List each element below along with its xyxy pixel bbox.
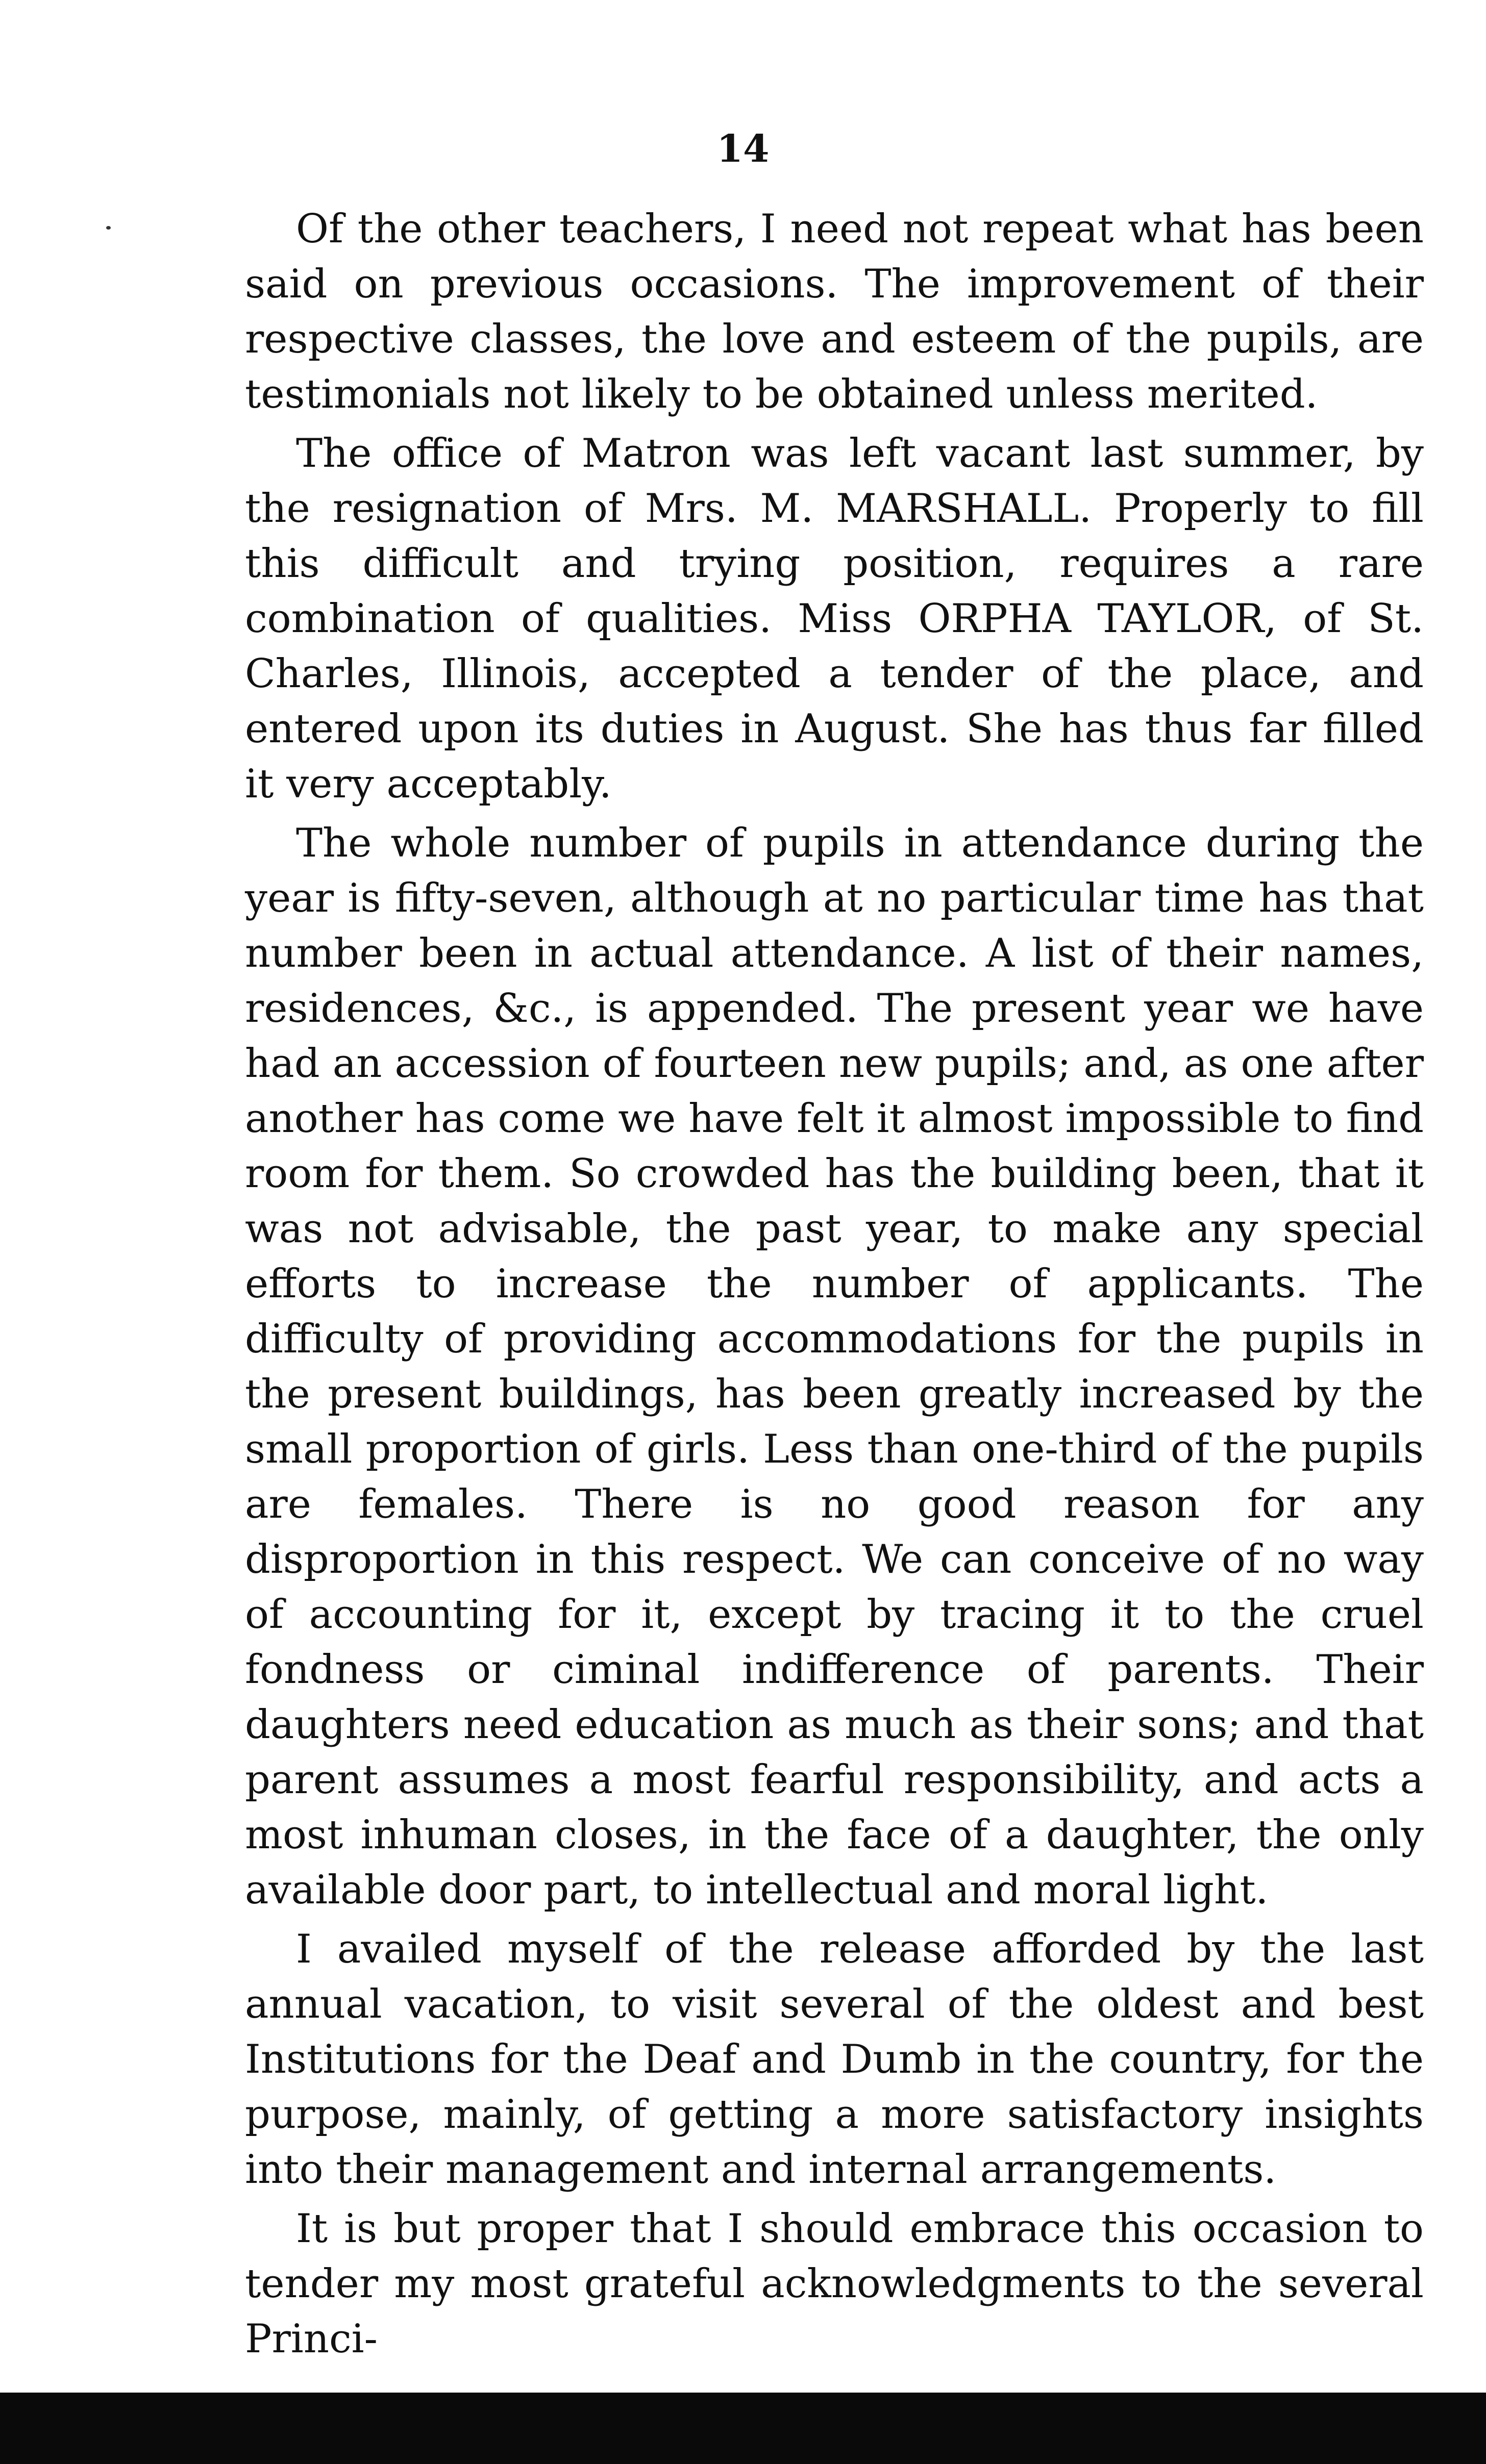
paragraph-acknowledgments: It is but proper that I should embrace this occasion to tender my most grateful acknowledgments to the several Princi- xyxy=(245,2206,1424,2362)
paragraph-vacation-visit: I availed myself of the release afforded by the last annual vacation, to visit several of the oldest and best Institutions for the Deaf and Dumb in the country, for the purpose, mainly, of getting a more satisfactory insights into their management and internal arrangements. xyxy=(245,1926,1424,2193)
page-number: 14 xyxy=(716,127,770,171)
paragraph-teachers: Of the other teachers, I need not repeat what has been said on previous occasions. The improvement of their respective classes, the love and esteem of the pupils, are testimonials not likely to be obtained unless merited. xyxy=(245,206,1424,417)
scan-speck xyxy=(106,226,111,230)
body-text xyxy=(245,202,1424,2367)
paragraph-matron: The office of Matron was left vacant last summer, by the resignation of Mrs. M. MARSHALL. Properly to fill this difficult and trying position, requires a rare combination of qualities. Miss ORPHA TAYLOR, of St. Charles, Illinois, accepted a tender of the place, and entered upon its duties in August. She has thus far filled it very acceptably. xyxy=(245,431,1424,807)
paragraph-attendance: The whole number of pupils in attendance during the year is fifty-seven, although at no particular time has that number been in actual attendance. A list of their names, residences, &c., is appended. The present year we have had an accession of fourteen new pupils; and, as one after another has come we have felt it almost impossible to find room for them. So crowded has the building been, that it was not advisable, the past year, to make any special efforts to increase the number of applicants. The difficulty of providing accommodations for the pupils in the present buildings, has been greatly increased by the small proportion of girls. Less than one-third of the pupils are females. There is no good reason for any disproportion in this respect. We can conceive of no way of accounting for it, except by tracing it to the cruel fondness or ciminal indifference of parents. Their daughters need education as much as their sons; and that parent assumes a most fearful responsibility, and acts a most inhuman closes, in the face of a daughter, the only available door part, to intellectual and moral light. xyxy=(245,820,1424,1913)
scan-bottom-edge xyxy=(0,2393,1486,2464)
